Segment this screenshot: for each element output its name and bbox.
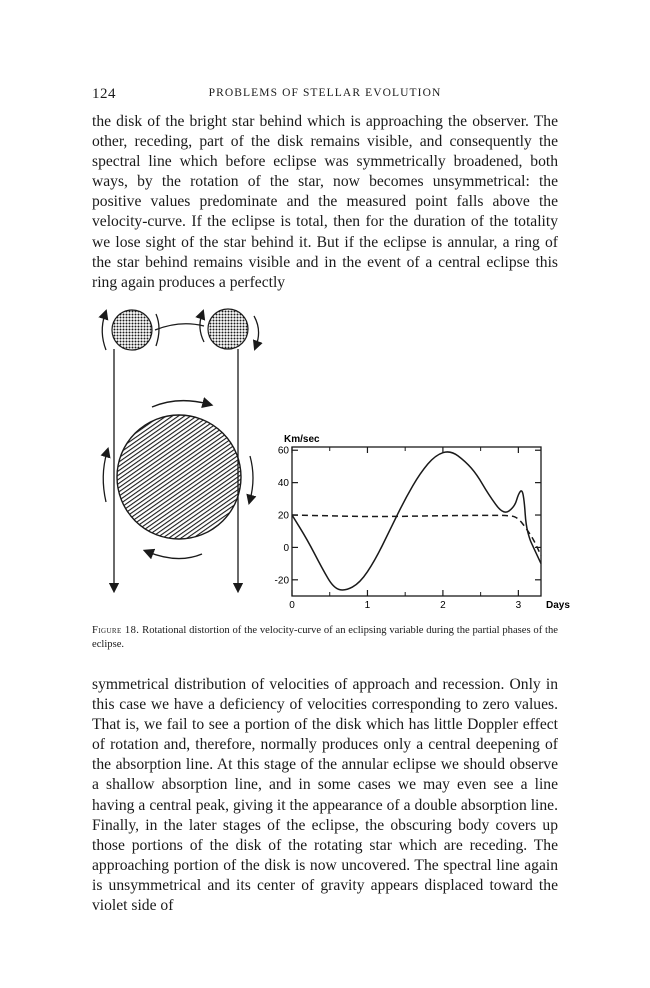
- small-star-left: [112, 310, 152, 350]
- x-tick-label: 2: [440, 600, 446, 611]
- orbit-arrow-top-icon: [152, 401, 208, 407]
- figure-label: Figure 18.: [92, 625, 140, 636]
- figure-caption: [92, 624, 558, 652]
- y-tick-label: 60: [277, 445, 289, 457]
- y-tick-label: 20: [277, 510, 289, 522]
- x-tick-label: 1: [364, 600, 371, 611]
- orbit-connector: [155, 324, 204, 330]
- y-axis-label: Km/sec: [284, 434, 320, 445]
- orbit-arrow-bottom-icon: [148, 552, 202, 559]
- x-tick-label: 3: [515, 600, 522, 611]
- figure-svg: [80, 292, 570, 622]
- rotation-arrow-icon: [200, 314, 204, 342]
- page-number: 124: [92, 86, 116, 102]
- figure-18: [80, 292, 570, 622]
- small-star-right: [208, 309, 248, 349]
- top-paragraph: the disk of the bright star behind which is approaching the observer. The other, receding, part of the disk remains visible, and consequently the spectral line which before eclipse was symmetrically broadened, both ways, by the rotation of the star, now becomes unsymmetrical: the positive values predominate and the measured point falls above the velocity-curve. If the eclipse is total, then for the duration of the totality we lose sight of the star behind it. But if the eclipse is annular, a ring of the star behind remains visible and in the event of a central eclipse this ring again produces a perfectly: [92, 113, 558, 291]
- x-tick-label: 0: [289, 600, 295, 611]
- mean-velocity-dashed-line: [292, 515, 541, 555]
- large-star: [117, 415, 241, 539]
- velocity-chart: [275, 434, 570, 611]
- y-tick-label: 0: [283, 542, 289, 554]
- spin-arrow-left-icon: [103, 452, 107, 502]
- caption-text: Rotational distortion of the velocity-curve of an eclipsing variable during the partial phases of the eclipse.: [92, 625, 558, 650]
- running-head: PROBLEMS OF STELLAR EVOLUTION: [208, 87, 442, 99]
- page-header: [92, 86, 558, 106]
- velocity-curve-line: [292, 452, 541, 590]
- series-layer: [292, 452, 541, 590]
- bottom-paragraph: symmetrical distribution of velocities of approach and recession. Only in this case we have a deficiency of velocities corresponding to zero values. That is, we fail to see a portion of the disk which has little Doppler effect of rotation and, therefore, normally produces only a central deepening of the absorption line. At this stage of the annular eclipse we should observe a shallow absorption line, and in some cases we may even see a line having a central peak, giving it the appearance of a double absorption line. Finally, in the later stages of the eclipse, the obscuring body covers up those portions of the disk of the rotating star which are receding. The approaching portion of the disk is now uncovered. The spectral line again is unsymmetrical and its center of gravity appears displaced toward the violet side of: [92, 676, 558, 915]
- x-ticks: [289, 447, 521, 611]
- spin-arrow-right-icon: [250, 456, 253, 500]
- x-axis-label: Days: [546, 600, 570, 611]
- y-tick-label: -20: [274, 575, 289, 587]
- rotation-arrow-icon: [102, 314, 106, 350]
- y-tick-label: 40: [277, 478, 289, 490]
- plot-frame: [292, 447, 541, 596]
- rotation-arrow-icon: [254, 316, 259, 346]
- eclipse-diagram: [102, 309, 258, 588]
